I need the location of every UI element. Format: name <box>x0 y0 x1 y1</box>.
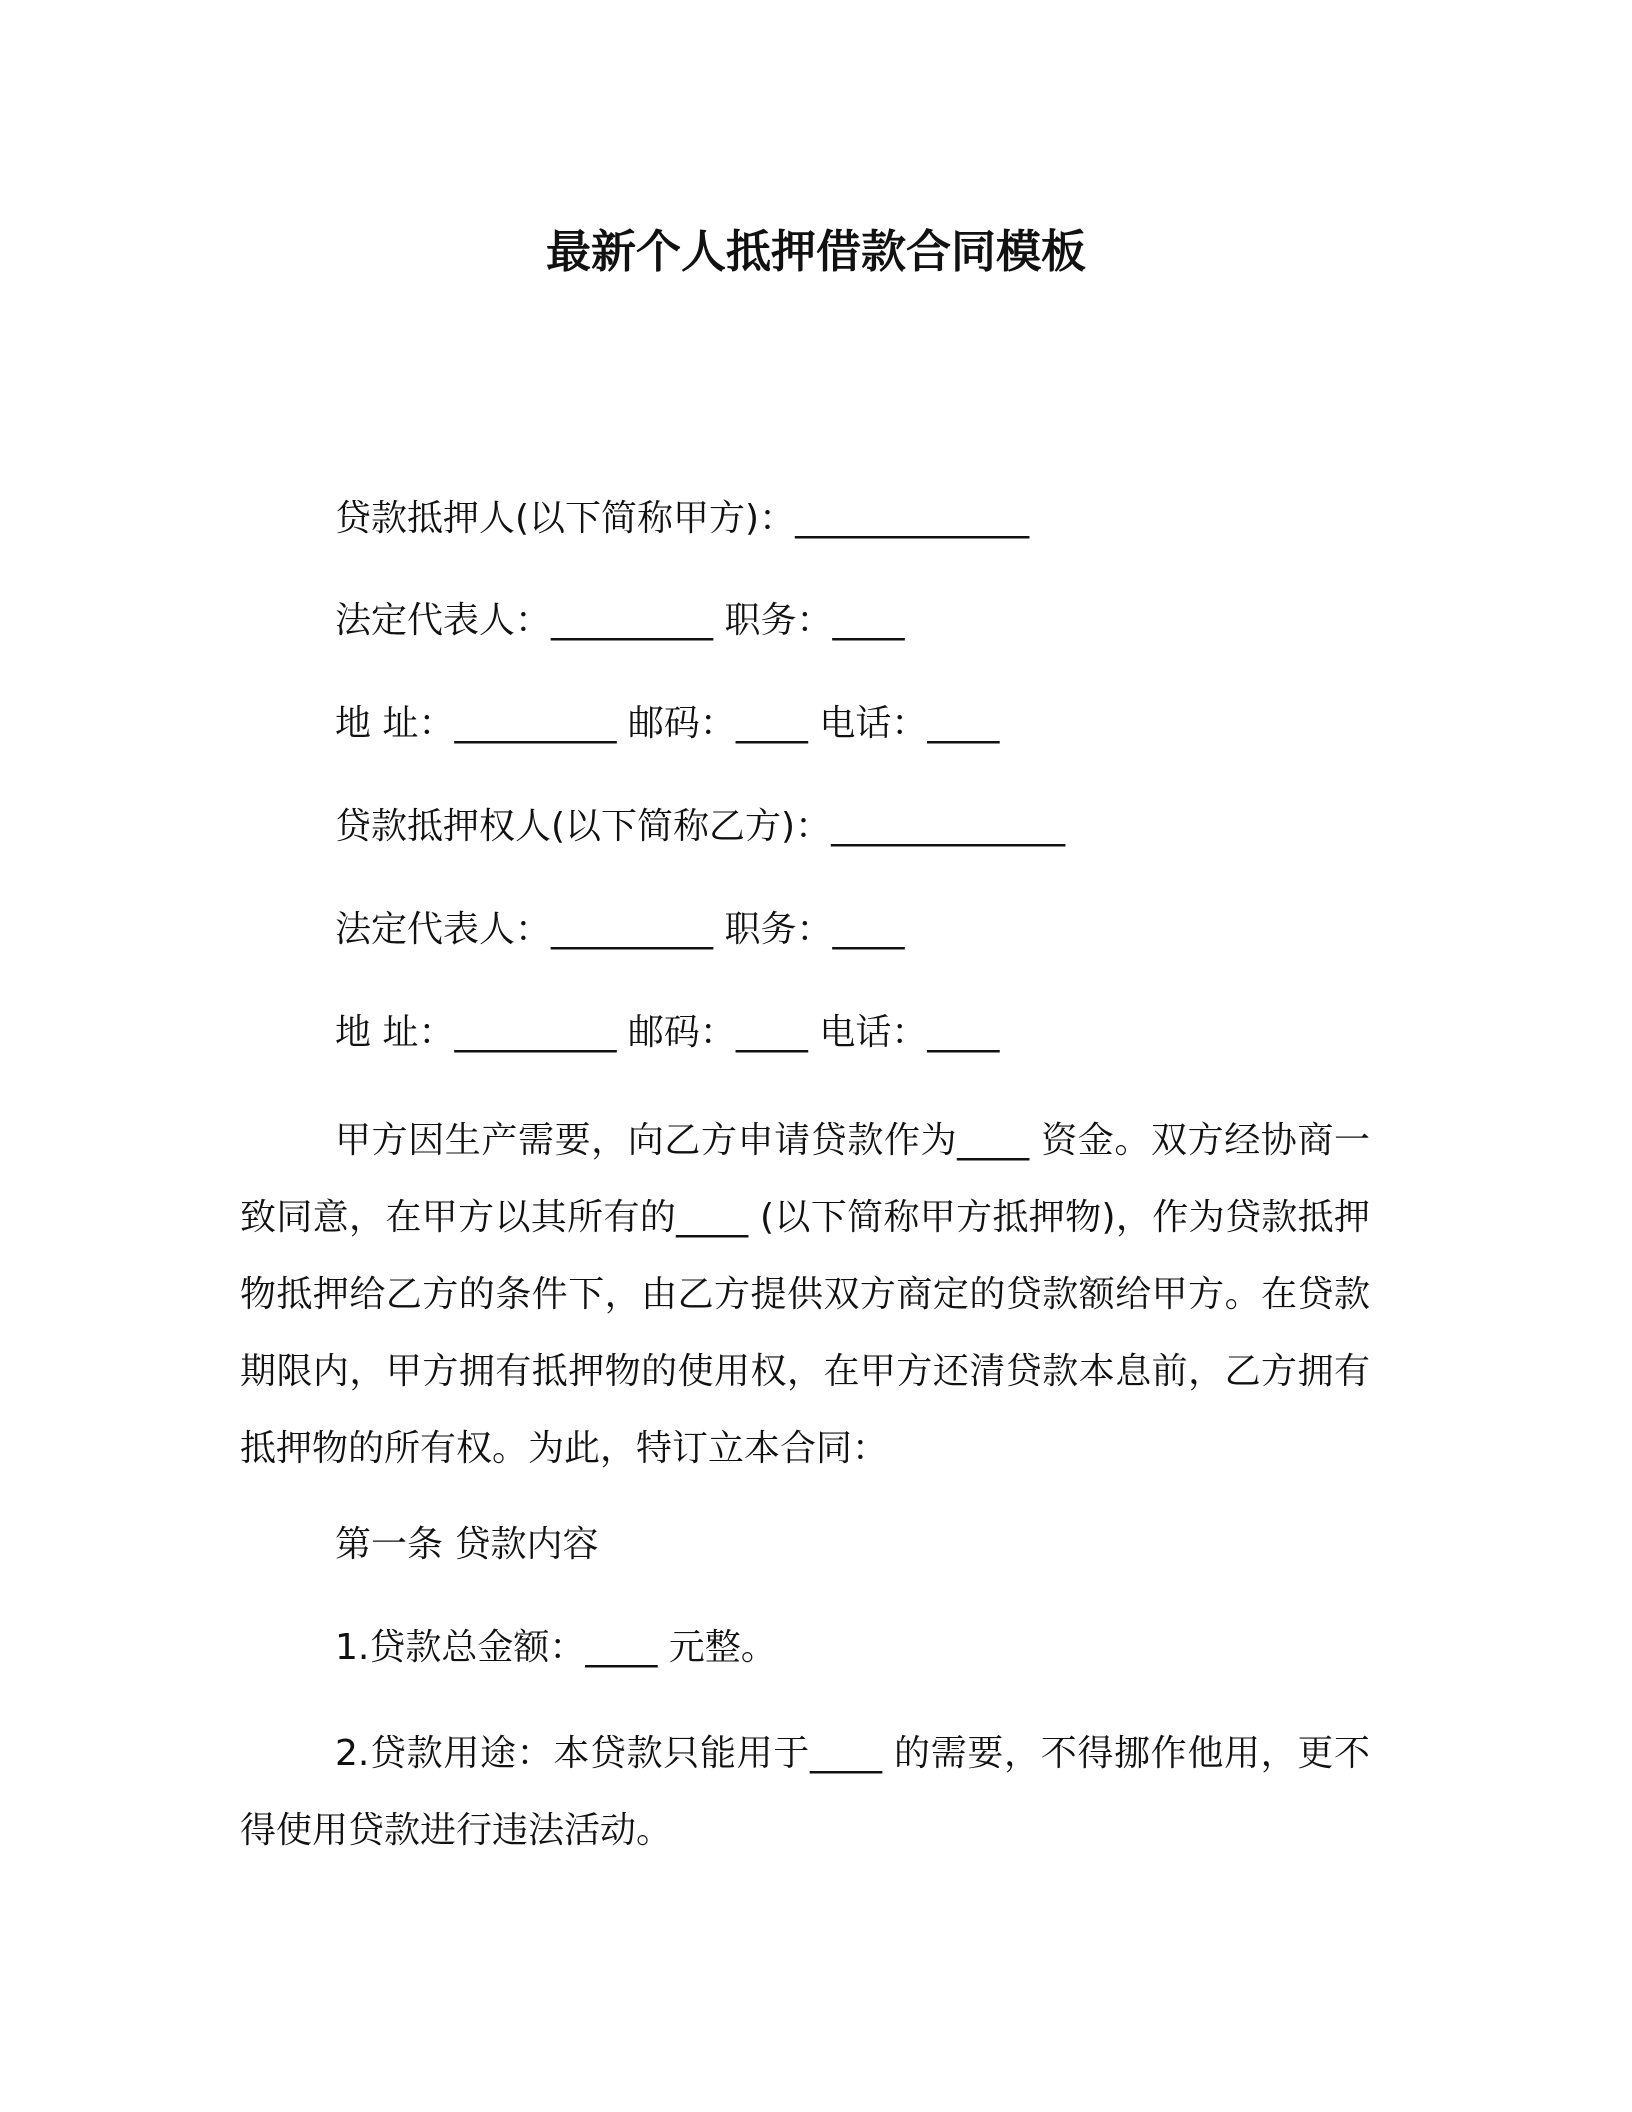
mortgagee-line: 贷款抵押权人(以下简称乙方)：_____________ <box>335 806 1066 847</box>
clause-2: 2.贷款用途：本贷款只能用于____ 的需要，不得挪作他用，更不得使用贷款进行违法活动。 <box>240 1733 1370 1851</box>
party-b-representative-line: 法定代表人：_________ 职务：____ <box>335 909 905 950</box>
party-a-representative-line: 法定代表人：_________ 职务：____ <box>335 600 905 641</box>
lender-mortgagor-line: 贷款抵押人(以下简称甲方)：_____________ <box>335 498 1030 539</box>
party-b-address-line: 地 址：_________ 邮码：____ 电话：____ <box>335 1012 1000 1053</box>
intro-paragraph: 甲方因生产需要，向乙方申请贷款作为____ 资金。双方经协商一致同意，在甲方以其所有的____ (以下简称甲方抵押物)，作为贷款抵押物抵押给乙方的条件下，由乙方提供双方商定的贷款额给甲方。在贷款期限内，甲方拥有抵押物的使用权，在甲方还清贷款本息前，乙方拥有抵押物的所有权。为此，特订立本合同： <box>240 1120 1370 1469</box>
party-a-address-line: 地 址：_________ 邮码：____ 电话：____ <box>335 703 1000 744</box>
document-title: 最新个人抵押借款合同模板 <box>545 225 1086 278</box>
article-1-heading: 第一条 贷款内容 <box>335 1524 599 1565</box>
clause-1: 1.贷款总金额：____ 元整。 <box>335 1627 777 1668</box>
